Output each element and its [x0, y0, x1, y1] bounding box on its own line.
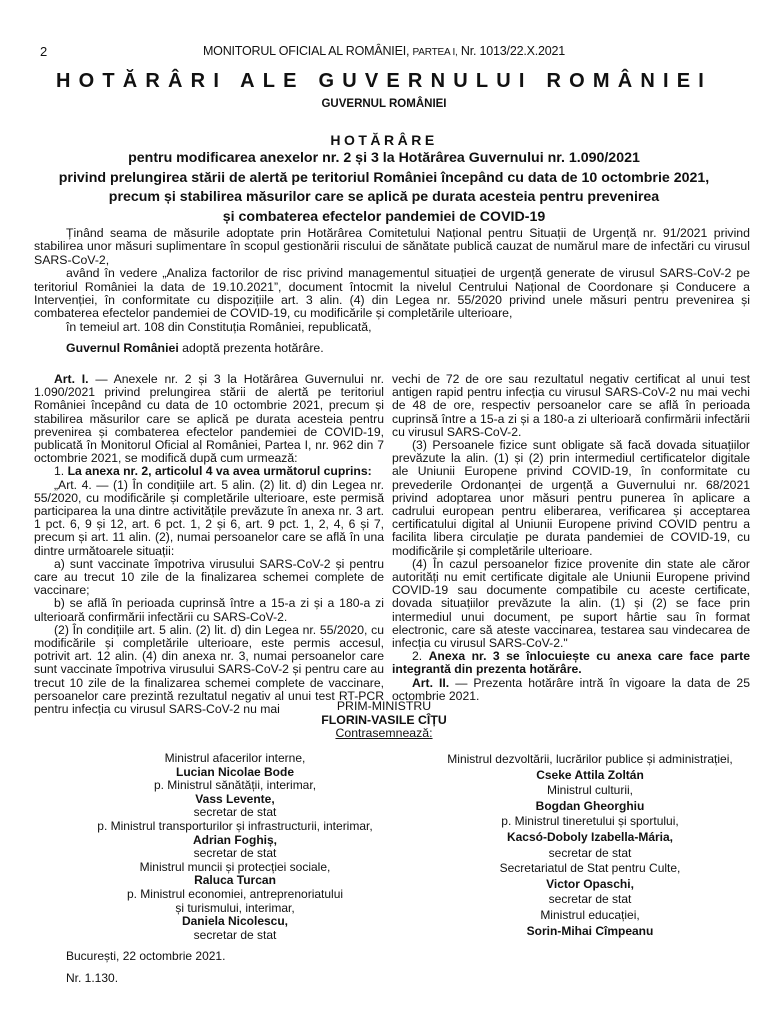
- title-line: și combaterea efectelor pandemiei de COVID-19: [222, 208, 546, 225]
- point-1: [34, 465, 384, 478]
- signatory-suffix: secretar de stat: [193, 805, 277, 820]
- signatory-role: Ministrul culturii,: [546, 783, 633, 798]
- signatory-name: Adrian Foghiș,: [193, 832, 277, 847]
- page-number: 2: [40, 44, 48, 59]
- point-2: [392, 650, 750, 676]
- title-line: privind prelungirea stării de alertă pe teritoriul României începând cu data de 10 octombrie 2021,: [58, 169, 710, 186]
- point-number: 2.: [412, 649, 429, 664]
- title-line: precum și stabilirea măsurilor care se aplică pe durata acesteia pentru prevenirea: [108, 189, 660, 205]
- article-label: Art. II.: [412, 675, 450, 690]
- signatory-name: Vass Levente,: [195, 791, 275, 806]
- pm-name: FLORIN-VASILE CÎȚU: [321, 712, 447, 727]
- adoption-statement: [34, 342, 750, 355]
- signatory-name: Daniela Nicolescu,: [181, 914, 289, 929]
- signatory-role: p. Ministrul transporturilor și infrastructurii, interimar,: [97, 818, 373, 833]
- preamble: [34, 227, 750, 356]
- decision-number: Nr. 1.130.: [66, 971, 119, 985]
- footer: [66, 945, 225, 989]
- signatory-suffix: secretar de stat: [193, 927, 277, 942]
- signatory-role: p. Ministrul tineretului și sportului,: [501, 814, 679, 829]
- title-line: pentru modificarea anexelor nr. 2 și 3 la Hotărârea Guvernului nr. 1.090/2021: [128, 150, 640, 166]
- signatory-name: Sorin-Mihai Cîmpeanu: [526, 923, 654, 938]
- art4-paragraph-3: (3) Persoanele fizice sunt obligate să facă dovada situațiilor prevăzute la alin. (1) și (2) prin intermediul certificatelor digitale ale Uniunii Europene privind COVID-19, în conformitate cu prevederile Ordonanței de urgență a Guvernului nr. 68/2021 privind adoptarea unor măsuri pentru punerea în aplicare a cadrului european pentru eliberarea, verificarea și acceptarea certificatului digital al Uniunii Europene privind COVID pentru a facilita libera circulație pe durata pandemiei de COVID-19, cu modificările și completările ulterioare.: [392, 438, 750, 558]
- countersign-right: [420, 752, 760, 939]
- running-head: [0, 44, 768, 58]
- signatory-suffix: secretar de stat: [193, 846, 277, 861]
- signatory-role: p. Ministrul sănătății, interimar,: [153, 778, 317, 793]
- point-text: Anexa nr. 3 se înlocuiește cu anexa care face parte integrantă din prezenta hotărâre.: [392, 649, 750, 677]
- art4-paragraph-2-continued: vechi de 72 de ore sau rezultatul negativ certificat al unui test antigen rapid pentru infecția cu virusul SARS-CoV-2 nu mai vechi de 48 de ore, respectiv persoanelor care se află în perioada cuprinsă între a 15-a zi și a 180-a zi ulterioară confirmării infectării cu virusul SARS-CoV-2.: [392, 372, 750, 439]
- article-text: — Anexele nr. 2 și 3 la Hotărârea Guvernului nr. 1.090/2021 privind prelungirea stării de alertă pe teritoriul României începând cu data de 10 octombrie 2021, precum și stabilirea măsurilor care se aplică pe durata acesteia pentru prevenirea și combaterea efectelor pandemiei de COVID-19, publicată în Monitorul Oficial al României, Partea I, nr. 962 din 7 octombrie 2021, se modifică după cum urmează:: [34, 372, 384, 466]
- art4-paragraph-2: (2) În condițiile art. 5 alin. (2) lit. d) din Legea nr. 55/2020, cu modificările și completările ulterioare, este permis accesul, potrivit art. 12 alin. (4) din anexa nr. 3, numai persoanelor care sunt vaccinate împotriva virusului SARS-CoV-2 și pentru care au trecut 10 zile de la finalizarea schemei complete de vaccinare, persoanelor care prezintă rezultatul negativ al unui test RT-PCR pentru infecția cu virusul SARS-CoV-2 nu mai: [34, 622, 384, 717]
- pm-title: PRIM-MINISTRU: [336, 699, 432, 713]
- preamble-paragraph: Ținând seama de măsurile adoptate prin Hotărârea Comitetului Național pentru Situații de Urgență nr. 91/2021 privind stabilirea unor măsuri suplimentare în scopul gestionării riscului de sănătate publică cauzat de numărul mare de infectări cu virusul SARS-CoV-2,: [34, 226, 750, 267]
- document-title: [0, 149, 768, 227]
- adoption-text: adoptă prezenta hotărâre.: [178, 341, 324, 356]
- signatory-role: Ministrul dezvoltării, lucrărilor publice și administrației,: [447, 752, 733, 766]
- signatory-role: Secretariatul de Stat pentru Culte,: [499, 861, 681, 876]
- signatory-role: Ministrul muncii și protecției sociale,: [139, 859, 331, 874]
- issuer: GUVERNUL ROMÂNIEI: [321, 98, 447, 110]
- document-type: HOTĂRÂRE: [330, 132, 438, 148]
- adoption-subject: Guvernul României: [66, 341, 179, 356]
- signatory-name: Lucian Nicolae Bode: [175, 764, 295, 779]
- prime-minister-signature: [0, 700, 768, 741]
- article-1: [34, 373, 384, 465]
- right-column: [392, 373, 750, 703]
- signatory-role: Ministrul educației,: [540, 907, 640, 922]
- countersign-label: Contrasemnează:: [335, 726, 433, 740]
- signatory-role: și turismului, interimar,: [175, 900, 295, 915]
- signatory-suffix: secretar de stat: [548, 892, 632, 907]
- countersign-left: [70, 752, 400, 942]
- left-column: [34, 373, 384, 716]
- signatory-name: Bogdan Gheorghiu: [535, 798, 645, 813]
- running-head-main: MONITORUL OFICIAL AL ROMÂNIEI,: [202, 44, 410, 58]
- point-text: La anexa nr. 2, articolul 4 va avea următorul cuprins:: [67, 464, 372, 479]
- art4-letter-a: a) sunt vaccinate împotriva virusului SARS-CoV-2 și pentru care au trecut 10 zile de la finalizarea schemei complete de vaccinare;: [34, 556, 384, 598]
- place-date: București, 22 octombrie 2021.: [66, 949, 226, 963]
- signatory-name: Cseke Attila Zoltán: [536, 767, 644, 782]
- art4-letter-b: b) se află în perioada cuprinsă între a 15-a zi și a 180-a zi ulterioară confirmării infectării cu SARS-CoV-2.: [34, 596, 384, 624]
- signatory-name: Victor Opaschi,: [546, 876, 634, 891]
- art4-paragraph-4: (4) În cazul persoanelor fizice provenite din state ale căror autorități nu emit certificate digitale ale Uniunii Europene privind COVID-19 sau documente compatibile cu aceste certificate, dovada situațiilor prevăzute la alin. (1) și (2) se face prin intermediul unui document, pe suport hârtie sau în format electronic, care să ateste vaccinarea, testarea sau vindecarea de infecția cu virusul SARS-CoV-2.": [392, 556, 750, 651]
- signatory-name: Raluca Turcan: [194, 873, 276, 888]
- point-number: 1.: [54, 464, 68, 479]
- signatory-role: p. Ministrul economiei, antreprenoriatului: [126, 886, 344, 901]
- preamble-paragraph: în temeiul art. 108 din Constituția României, republicată,: [66, 319, 372, 334]
- running-head-issue: Nr. 1013/22.X.2021: [460, 44, 566, 58]
- section-title: HOTĂRÂRI ALE GUVERNULUI ROMÂNIEI: [55, 70, 713, 92]
- art4-paragraph-1: „Art. 4. — (1) În condițiile art. 5 alin. (2) lit. d) din Legea nr. 55/2020, cu modificările și completările ulterioare, este permisă participarea la una dintre activitățile prevăzute în anexa nr. 3 art. 1 pct. 6, 9 și 12, art. 6 pct. 1, 2 și 6, art. 9 pct. 1, 2, 4, 6 și 7, precum și art. 11 alin. (2), numai persoanelor care se află în una dintre următoarele situații:: [34, 477, 384, 558]
- signatory-name: Kacsó-Doboly Izabella-Mária,: [506, 829, 674, 844]
- signatory-suffix: secretar de stat: [548, 845, 632, 860]
- running-head-part: PARTEA I,: [412, 47, 458, 58]
- article-label: Art. I.: [54, 372, 89, 386]
- preamble-paragraph: având în vedere „Analiza factorilor de risc privind managementul situației de urgență generate de virusul SARS-CoV-2 pe teritoriul României la data de 19.10.2021”, document întocmit la nivelul Centrului Național de Coordonare și Conducere a Intervenției, în conformitate cu dispozițiile art. 3 alin. (4) din Legea nr. 55/2020 privind unele măsuri pentru prevenirea și combaterea efectelor pandemiei de COVID-19, cu modificările și completările ulterioare,: [34, 266, 750, 321]
- article-text: — Prezenta hotărâre intră în vigoare la data de 25 octombrie 2021.: [392, 675, 750, 703]
- signatory-role: Ministrul afacerilor interne,: [164, 751, 306, 765]
